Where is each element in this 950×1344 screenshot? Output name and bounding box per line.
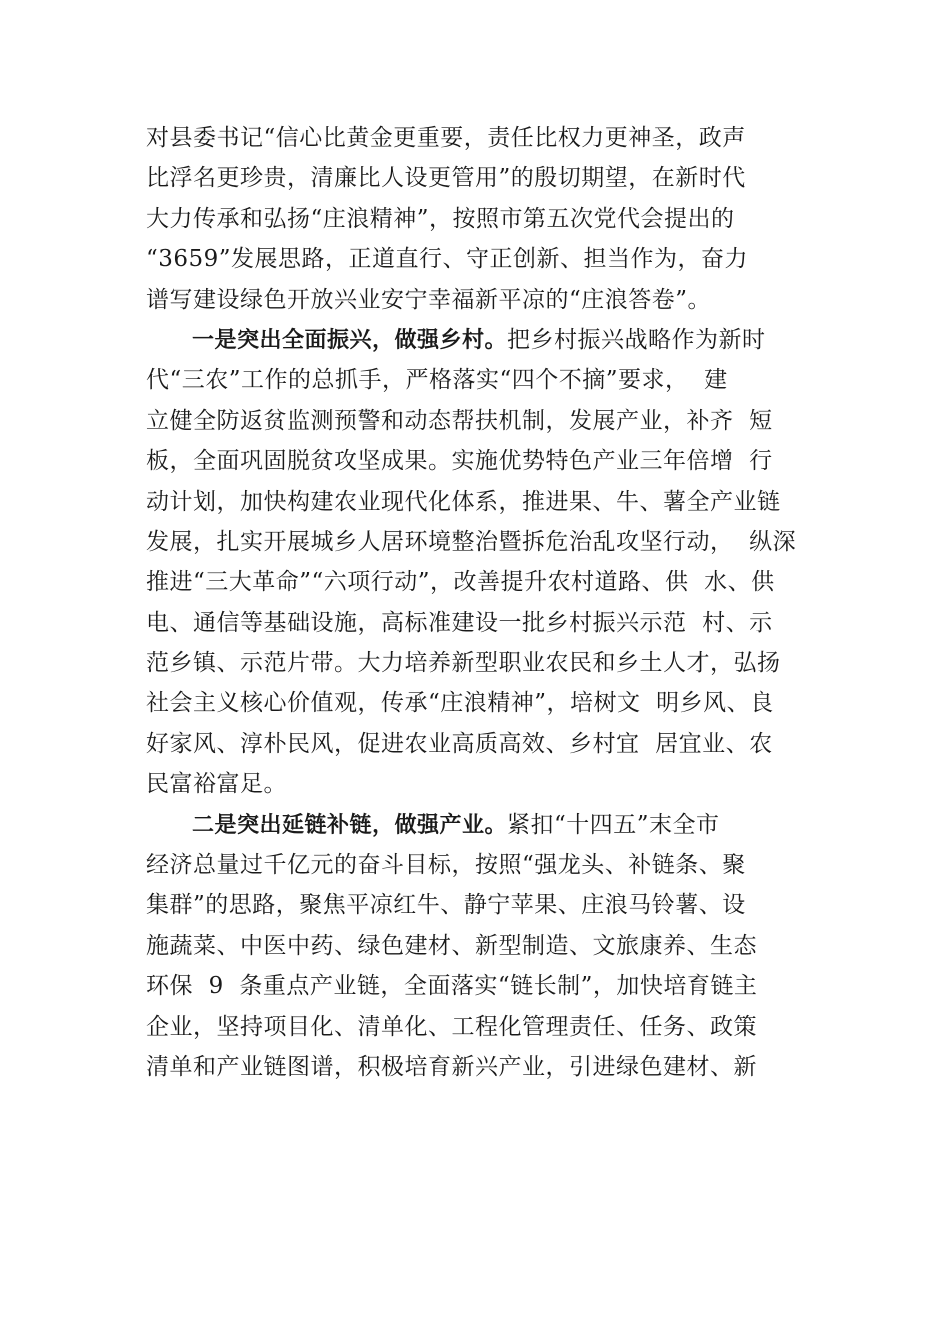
para2-line: 好家风、淳朴民风，促进农业高质高效、乡村宜 居宜业、农	[146, 730, 773, 757]
para2-line: 发展，扎实开展城乡人居环境整治暨拆危治乱攻坚行动， 纵深	[146, 528, 797, 555]
para2-line: 代“三农”工作的总抓手，严格落实“四个不摘”要求， 建	[146, 367, 728, 394]
para1-line: 大力传承和弘扬“庄浪精神”，按照市第五次党代会提出的	[146, 205, 735, 232]
para2-first-line-text: 把乡村振兴战略作为新时	[507, 326, 766, 353]
para1-line: 谱写建设绿色开放兴业安宁幸福新平凉的“庄浪答卷”。	[146, 286, 712, 313]
para3-first-line	[146, 805, 846, 845]
para3-line: 清单和产业链图谱，积极培育新兴产业，引进绿色建材、新	[146, 1053, 757, 1080]
para3-heading: 二是突出延链补链，做强产业。	[192, 812, 508, 838]
para3-line: 施蔬菜、中医中药、绿色建材、新型制造、文旅康养、生态	[146, 932, 757, 959]
para2-line: 立健全防返贫监测预警和动态帮扶机制，发展产业，补齐 短	[146, 407, 773, 434]
para3-line: 企业，坚持项目化、清单化、工程化管理责任、任务、政策	[146, 1013, 757, 1040]
para2-line: 动计划，加快构建农业现代化体系，推进果、牛、薯全产业链	[146, 488, 781, 515]
para2-line: 电、通信等基础设施，高标准建设一批乡村振兴示范 村、示	[146, 609, 773, 636]
para2-line: 民富裕富足。	[146, 771, 287, 798]
para2-heading: 一是突出全面振兴，做强乡村。	[192, 327, 508, 353]
para2-line: 范乡镇、示范片带。大力培养新型职业农民和乡土人才，弘扬	[146, 650, 781, 677]
para1-line: 对县委书记“信心比黄金更重要，责任比权力更神圣，政声	[146, 125, 746, 151]
para1-line: 比浮名更珍贵，清廉比人设更管用”的殷切期望，在新时代	[146, 165, 746, 192]
para2-line: 社会主义核心价值观，传承“庄浪精神”，培树文 明乡风、良	[146, 690, 774, 717]
para3-first-line-text: 紧扣“十四五”末全市	[507, 811, 720, 838]
para3-line: 环保 9 条重点产业链，全面落实“链长制”，加快培育链主	[146, 973, 758, 1000]
para2-line: 推进“三大革命”“六项行动”，改善提升农村道路、供 水、供	[146, 569, 775, 596]
para2-line: 板，全面巩固脱贫攻坚成果。实施优势特色产业三年倍增 行	[146, 448, 773, 475]
para1-line: “3659”发展思路，正道直行、守正创新、担当作为，奋力	[146, 246, 749, 273]
para3-line: 集群”的思路，聚焦平凉红牛、静宁苹果、庄浪马铃薯、设	[146, 892, 746, 919]
para2-first-line	[146, 320, 846, 360]
para3-line: 经济总量过千亿元的奋斗目标，按照“强龙头、补链条、聚	[146, 852, 746, 879]
document-body	[146, 118, 846, 1087]
